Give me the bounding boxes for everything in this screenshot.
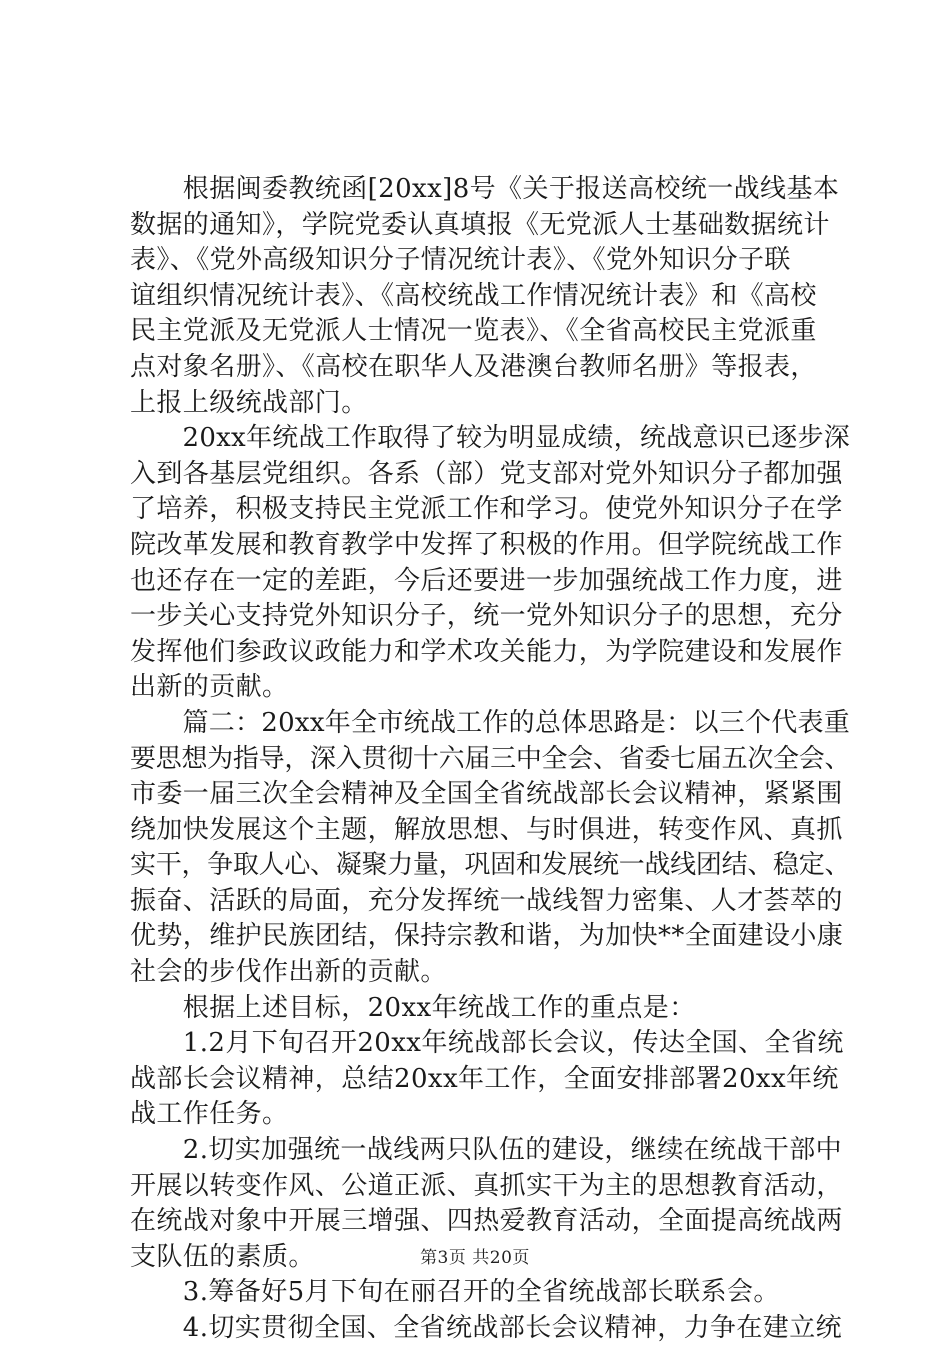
text-line: 点对象名册》、《高校在职华人及港澳台教师名册》等报表， bbox=[130, 351, 817, 382]
text-line: 社会的步伐作出新的贡献。 bbox=[130, 957, 447, 988]
text-line: 在统战对象中开展三增强、四热爱教育活动，全面提高统战两 bbox=[130, 1206, 843, 1237]
text-line: 也还存在一定的差距，今后还要进一步加强统战工作力度，进 bbox=[130, 565, 843, 596]
text-line: 战部长会议精神，总结20xx年工作，全面安排部署20xx年统 bbox=[130, 1063, 839, 1094]
paragraph bbox=[130, 421, 850, 706]
text-line: 绕加快发展这个主题，解放思想、与时俱进，转变作风、真抓 bbox=[130, 814, 843, 845]
text-line: 民主党派及无党派人士情况一览表》、《全省高校民主党派重 bbox=[130, 316, 817, 347]
paragraph bbox=[130, 706, 850, 991]
text-line: 1.2月下旬召开20xx年统战部长会议，传达全国、全省统 bbox=[130, 1028, 844, 1059]
text-line: 振奋、活跃的局面，充分发挥统一战线智力密集、人才荟萃的 bbox=[130, 885, 843, 916]
text-line: 入到各基层党组织。各系（部）党支部对党外知识分子都加强 bbox=[130, 458, 843, 489]
text-line: 4.切实贯彻全国、全省统战部长会议精神，力争在建立统 bbox=[130, 1313, 843, 1343]
text-line: 数据的通知》，学院党委认真填报《无党派人士基础数据统计 bbox=[130, 209, 830, 240]
paragraph bbox=[130, 1275, 850, 1311]
text-line: 篇二：20xx年全市统战工作的总体思路是：以三个代表重 bbox=[130, 707, 851, 738]
text-line: 市委一届三次全会精神及全国全省统战部长会议精神，紧紧围 bbox=[130, 779, 843, 810]
page-footer: 第3页 共20页 bbox=[420, 1248, 530, 1268]
paragraph bbox=[130, 172, 850, 421]
text-line: 2.切实加强统一战线两只队伍的建设，继续在统战干部中 bbox=[130, 1135, 843, 1166]
text-line: 支队伍的素质。 bbox=[130, 1241, 315, 1272]
text-line: 根据上述目标，20xx年统战工作的重点是： bbox=[130, 992, 696, 1023]
text-line: 上报上级统战部门。 bbox=[130, 387, 368, 418]
text-line: 表》、《党外高级知识分子情况统计表》、《党外知识分子联 bbox=[130, 245, 791, 276]
paragraph bbox=[130, 1026, 850, 1133]
text-line: 3.筹备好5月下旬在丽召开的全省统战部长联系会。 bbox=[130, 1277, 780, 1308]
paragraph bbox=[130, 1311, 850, 1347]
text-line: 了培养，积极支持民主党派工作和学习。使党外知识分子在学 bbox=[130, 494, 843, 525]
text-line: 根据闽委教统函[20xx]8号《关于报送高校统一战线基本 bbox=[130, 174, 840, 204]
text-line: 发挥他们参政议政能力和学术攻关能力，为学院建设和发展作 bbox=[130, 636, 843, 667]
paragraph bbox=[130, 991, 850, 1027]
text-line: 战工作任务。 bbox=[130, 1099, 289, 1130]
text-line: 要思想为指导，深入贯彻十六届三中全会、省委七届五次全会、 bbox=[130, 743, 851, 774]
text-line: 院改革发展和教育教学中发挥了积极的作用。但学院统战工作 bbox=[130, 529, 843, 560]
text-line: 优势，维护民族团结，保持宗教和谐，为加快**全面建设小康 bbox=[130, 921, 844, 952]
text-line: 谊组织情况统计表》、《高校统战工作情况统计表》和《高校 bbox=[130, 280, 817, 311]
text-line: 实干，争取人心、凝聚力量，巩固和发展统一战线团结、稳定、 bbox=[130, 850, 851, 881]
document-body bbox=[130, 172, 850, 1347]
text-line: 一步关心支持党外知识分子，统一党外知识分子的思想，充分 bbox=[130, 601, 843, 632]
text-line: 出新的贡献。 bbox=[130, 672, 289, 703]
text-line: 20xx年统战工作取得了较为明显成绩，统战意识已逐步深 bbox=[130, 423, 851, 454]
text-line: 开展以转变作风、公道正派、真抓实干为主的思想教育活动， bbox=[130, 1170, 843, 1201]
